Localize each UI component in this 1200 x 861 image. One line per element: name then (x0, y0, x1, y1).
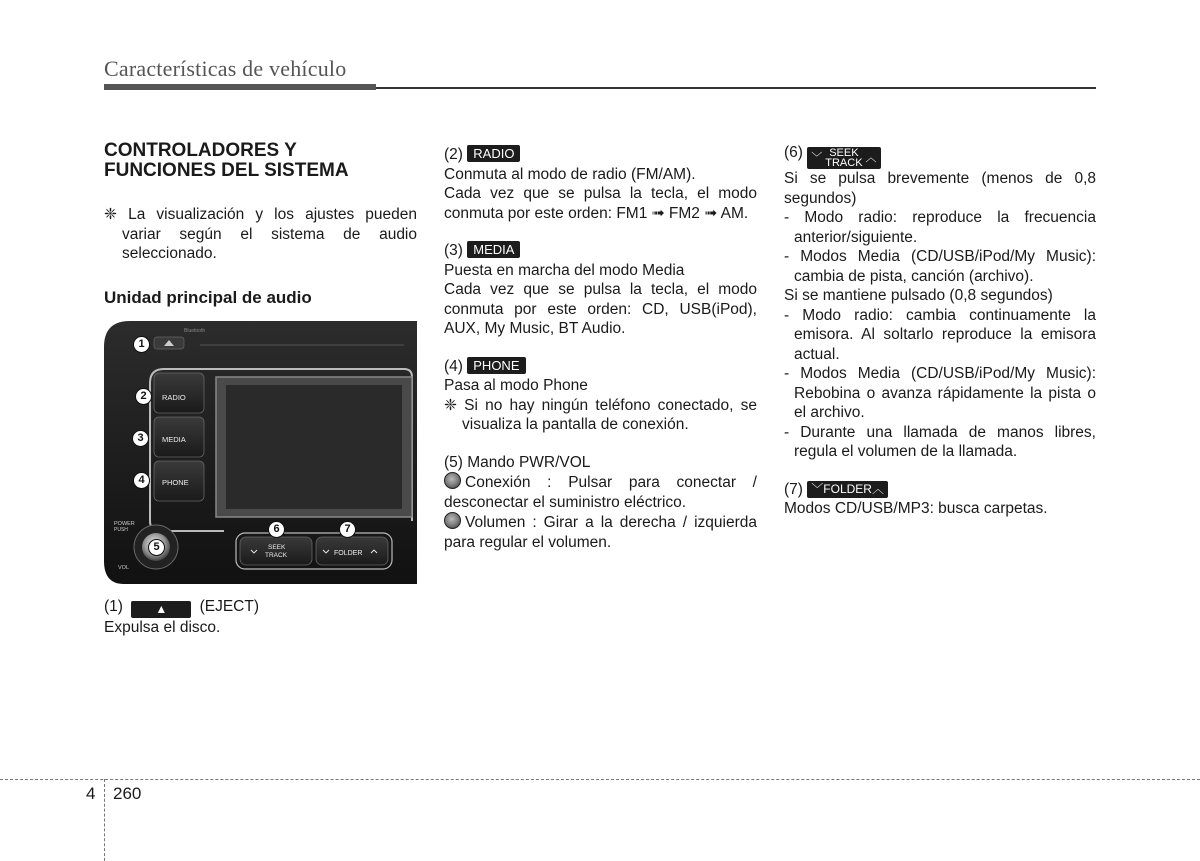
item-2-number: (2) (444, 146, 463, 163)
track-badge-text: TRACK (825, 157, 863, 169)
callout-5: 5 (148, 539, 165, 556)
column-1 (104, 141, 417, 307)
item-3-heading (444, 241, 757, 261)
item-5-line-2-text: Volumen : Girar a la derecha / izquierda para regular el volumen. (444, 514, 757, 551)
callout-3: 3 (132, 430, 149, 447)
footer-dashed-divider (104, 779, 105, 861)
chevron-down-icon: ﹀ (811, 481, 824, 496)
note-display-settings: ❈ La visualización y los ajustes pueden variar según el sistema de audio seleccionado. (104, 206, 417, 262)
chapter-number: 4 (86, 784, 96, 803)
section-title-line2: FUNCIONES DEL SISTEMA (104, 160, 349, 181)
item-6-line-1: Si se pulsa brevemente (menos de 0,8 segundos) (784, 170, 1096, 207)
item-7-number: (7) (784, 480, 803, 498)
column-3 (784, 143, 1096, 519)
item-5-line-1 (444, 472, 757, 512)
section-title-line1: CONTROLADORES Y (104, 140, 297, 161)
footer-dashed-rule (0, 779, 1200, 780)
track-label: TRACK (265, 552, 288, 559)
column-1-bottom (104, 597, 417, 638)
item-5-line-2 (444, 512, 757, 552)
chevron-down-icon: ﹀ (811, 152, 823, 164)
item-1-number: (1) (104, 598, 123, 615)
callout-2: 2 (135, 388, 152, 405)
item-3-number: (3) (444, 242, 463, 259)
column-2 (444, 145, 757, 552)
callout-4: 4 (133, 472, 150, 489)
item-6-bullet-4: - Modos Media (CD/USB/iPod/My Music): Rebobina o avanza rápidamente la pista o el archivo. (784, 365, 1096, 421)
media-button-label: MEDIA (162, 435, 186, 444)
item-6-heading (784, 143, 1096, 169)
eject-icon: ▲ (155, 602, 168, 616)
item-4-number: (4) (444, 357, 463, 375)
callout-1: 1 (133, 336, 150, 353)
item-6-bullet-2: - Modos Media (CD/USB/iPod/My Music): cambia de pista, canción (archivo). (784, 248, 1096, 285)
item-2-line-2: Cada vez que se pulsa la tecla, el modo conmuta por este orden: FM1 ➟ FM2 ➟ AM. (444, 185, 757, 222)
power-label: POWER (114, 521, 135, 527)
page-number: 260 (113, 784, 142, 803)
page-header-title: Características de vehículo (104, 56, 347, 81)
radio-button-label: RADIO (162, 393, 186, 402)
item-7-line-1: Modos CD/USB/MP3: busca carpetas. (784, 500, 1048, 517)
vol-label: VOL (118, 565, 130, 571)
seek-track-button-graphic (240, 537, 312, 565)
folder-badge-text: FOLDER (823, 481, 872, 496)
phone-badge: PHONE (467, 357, 525, 374)
item-2-heading (444, 145, 757, 165)
bluetooth-brand-text: Bluetooth (184, 328, 206, 334)
item-6-line-2: Si se mantiene pulsado (0,8 segundos) (784, 287, 1053, 304)
callout-7: 7 (339, 521, 356, 538)
item-4-heading (444, 357, 757, 377)
chevron-up-icon: ︿ (865, 152, 877, 164)
knob-icon (444, 472, 461, 489)
eject-badge (131, 601, 191, 618)
item-4-note: ❈ Si no hay ningún teléfono conectado, se visualiza la pantalla de conexión. (444, 396, 757, 433)
push-label: PUSH (114, 527, 128, 533)
callout-6: 6 (268, 521, 285, 538)
folder-label: FOLDER (334, 550, 363, 557)
header-rule-thin (376, 87, 1096, 89)
radio-badge: RADIO (467, 145, 520, 162)
seek-track-badge (807, 147, 880, 169)
item-6-number: (6) (784, 144, 803, 161)
knob-icon (444, 512, 461, 529)
phone-button-label: PHONE (162, 478, 189, 487)
subheading-main-unit: Unidad principal de audio (104, 287, 312, 307)
item-5-heading: (5) Mando PWR/VOL (444, 453, 591, 471)
item-5-line-1-text: Conexión : Pulsar para conectar / desconectar el suministro eléctrico. (444, 474, 757, 511)
item-1-line (104, 597, 417, 618)
item-3-line-2: Cada vez que se pulsa la tecla, el modo conmuta por este orden: CD, USB(iPod), AUX, My Music, BT Audio. (444, 281, 757, 337)
item-6-bullet-1: - Modo radio: reproduce la frecuencia anterior/siguiente. (784, 209, 1096, 246)
item-1-label: (EJECT) (199, 598, 259, 615)
item-6-bullet-5: - Durante una llamada de manos libres, regula el volumen de la llamada. (784, 423, 1096, 460)
display-screen (226, 385, 402, 509)
media-badge: MEDIA (467, 241, 520, 258)
seek-label: SEEK (268, 544, 286, 551)
item-7-heading (784, 480, 1096, 500)
item-6-bullet-3: - Modo radio: cambia continuamente la emisora. Al soltarlo reproduce la emisora actual. (784, 306, 1096, 363)
header-rule-thick (104, 84, 376, 90)
item-4-line-1: Pasa al modo Phone (444, 377, 588, 394)
item-2-line-1: Conmuta al modo de radio (FM/AM). (444, 165, 696, 183)
audio-head-unit-illustration (104, 321, 417, 584)
chevron-up-icon: ︿ (871, 481, 884, 496)
seek-badge-text: SEEK (829, 147, 859, 159)
item-3-line-1: Puesta en marcha del modo Media (444, 261, 685, 279)
folder-badge (807, 481, 888, 498)
item-1-description: Expulsa el disco. (104, 619, 221, 636)
